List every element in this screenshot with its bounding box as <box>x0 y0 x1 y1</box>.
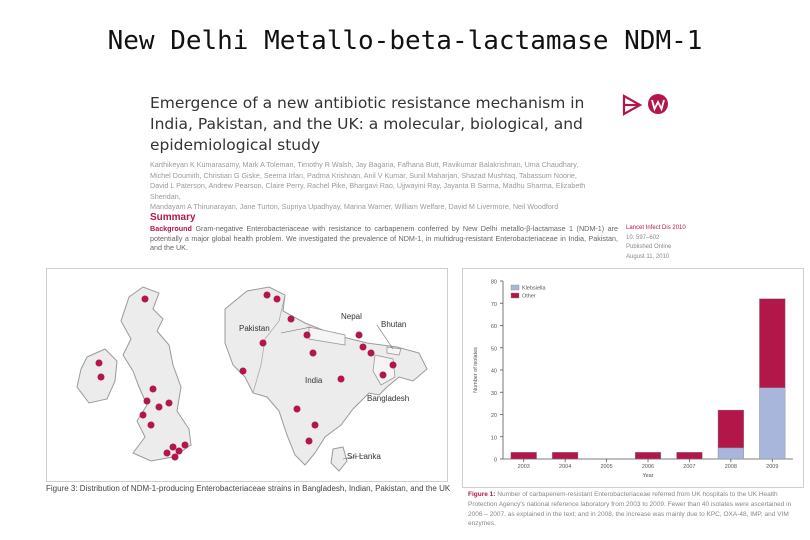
author-line: Michel Doumith, Christian G Giske, Seema Irfan, Padma Krishnan, Anil V Kumar, Sunil Maharjan, Shazad Mushtaq, Tabassum Noorie, <box>150 170 577 180</box>
chart-caption-text: Number of carbapenem-resistant Enterobacteriaceae referred from UK hospitals to the UK Health Protection Agency's national reference laboratory from 2003 to 2009. Fewer than 40 isolates were ascertained in 2006 – 2007, as explained in the text; and in 2008, the increase was mainly due to KPC, OXA-48, IMP, and VIM enzymes. <box>468 491 792 528</box>
map-dot <box>360 344 367 351</box>
x-tick-label: 2005 <box>600 464 613 470</box>
journal-citation: Lancet Infect Dis 2010 <box>626 225 686 231</box>
map-label-pakistan: Pakistan <box>239 324 270 333</box>
map-dot <box>150 386 157 393</box>
y-tick-label: 70 <box>490 301 497 308</box>
y-tick-label: 0 <box>493 457 497 464</box>
map-dot <box>240 368 247 375</box>
journal-pages: 10: 597–602 <box>626 234 660 241</box>
chart-caption <box>468 490 803 529</box>
author-line: Karthikeyan K Kumarasamy, Mark A Toleman, Timothy R Walsh, Jay Bagaria, Fafhana Butt, Ravikumar Balakrishnan, Uma Chaudhary, <box>150 160 579 169</box>
map-dot <box>274 296 281 303</box>
map-dot <box>304 332 311 339</box>
background-text: Gram-negative Enterobacteriaceae with resistance to carbapenem conferred by New Delhi metallo-β-lactamase 1 (NDM-1) are potentially a major global health problem. We investigated the prevalence of NDM-1, in multidrug-resistant Enterobacteriaceae in India, Pakistan, and the UK. <box>150 224 618 252</box>
map-dot <box>96 360 103 367</box>
map-dot <box>288 316 295 323</box>
bar-chart-svg <box>463 269 803 487</box>
x-tick-label: 2006 <box>641 464 655 470</box>
map-dot <box>306 438 313 445</box>
x-axis-label: Year <box>642 473 654 479</box>
y-tick-label: 80 <box>490 279 497 286</box>
chart-caption-label: Figure 1: <box>468 491 496 498</box>
y-axis-label: Number of isolates <box>473 347 479 393</box>
legend-label: Other <box>522 293 536 300</box>
background-paragraph <box>150 224 618 253</box>
map-label-india: India <box>305 376 323 385</box>
map-dot <box>312 422 319 429</box>
bar-other <box>677 452 703 459</box>
ireland-landmass <box>77 349 117 403</box>
y-tick-label: 40 <box>490 368 497 375</box>
map-dot <box>356 332 363 339</box>
map-dot <box>390 362 397 369</box>
bar-other <box>511 452 537 459</box>
map-dot <box>144 398 151 405</box>
paper-title-line: India, Pakistan, and the UK: a molecular, biological, and <box>150 115 583 133</box>
map-dot <box>182 442 189 449</box>
bar-chart-figure <box>462 268 804 488</box>
bar-other <box>759 299 785 388</box>
x-tick-label: 2003 <box>517 464 530 470</box>
publication-info <box>626 224 706 262</box>
journal-logo-icon <box>622 92 672 123</box>
summary-heading: Summary <box>150 212 196 223</box>
uk-landmass <box>121 287 191 461</box>
map-dot <box>172 454 179 461</box>
map-dot <box>98 374 105 381</box>
y-tick-label: 20 <box>490 413 497 419</box>
slide-title: New Delhi Metallo-beta-lactamase NDM-1 <box>107 26 703 56</box>
map-dot <box>166 400 173 407</box>
bar-klebsiella <box>718 448 744 459</box>
map-dot <box>148 422 155 429</box>
author-line: Mandayam A Thirunarayan, Jane Turton, Supriya Upadhyay, Marina Warner, William Welfare, David M Livermore, Neil Woodford <box>150 202 559 211</box>
y-tick-label: 60 <box>490 324 497 330</box>
south-asia-landmass <box>225 287 427 465</box>
legend-swatch <box>511 293 519 298</box>
bar-other <box>552 452 578 459</box>
map-dot <box>156 404 163 411</box>
author-line: David L Paterson, Andrew Pearson, Claire Perry, Rachel Pike, Bhargavi Rao, Ujjwayini Ray, Jayanta B Sarma, Madhu Sharma, Elizabeth Sheridan, <box>150 181 586 201</box>
y-tick-label: 50 <box>490 346 497 353</box>
bar-other <box>635 452 661 459</box>
map-dot <box>260 340 267 347</box>
map-dot <box>170 444 177 451</box>
map-caption: Figure 3: Distribution of NDM-1-producing Enterobacteriaceae strains in Bangladesh, Indian, Pakistan, and the UK <box>46 484 451 493</box>
background-label: Background <box>150 224 192 233</box>
map-svg <box>47 269 447 481</box>
map-dot <box>380 372 387 379</box>
bar-klebsiella <box>759 388 785 459</box>
paper-title-line: epidemiological study <box>150 136 321 154</box>
map-dot <box>310 350 317 357</box>
y-tick-label: 10 <box>490 435 497 442</box>
x-tick-label: 2009 <box>766 464 779 470</box>
map-dot <box>368 350 375 357</box>
y-tick-label: 30 <box>490 390 497 397</box>
map-dot <box>140 412 147 419</box>
legend-label: Klebsiella <box>522 285 546 292</box>
map-label-srilanka: Sri Lanka <box>347 452 381 461</box>
map-label-bangladesh: Bangladesh <box>367 394 410 403</box>
x-tick-label: 2004 <box>559 464 572 470</box>
map-dot <box>264 292 271 299</box>
paper-title-line: Emergence of a new antibiotic resistance mechanism in <box>150 94 585 112</box>
map-figure <box>46 268 448 482</box>
x-tick-label: 2008 <box>724 464 737 470</box>
bar-other <box>718 410 744 448</box>
author-list <box>150 160 610 213</box>
map-dot <box>142 296 149 303</box>
map-label-bhutan: Bhutan <box>381 320 407 329</box>
map-dot <box>338 376 345 383</box>
x-tick-label: 2007 <box>683 464 696 470</box>
paper-title <box>150 93 610 156</box>
online-date: August 11, 2010 <box>626 253 670 260</box>
map-dot <box>294 406 301 413</box>
map-dot <box>164 450 171 457</box>
map-label-nepal: Nepal <box>341 312 362 321</box>
legend-swatch <box>511 285 519 290</box>
map-dot <box>176 448 183 455</box>
online-label: Published Online <box>626 244 672 250</box>
